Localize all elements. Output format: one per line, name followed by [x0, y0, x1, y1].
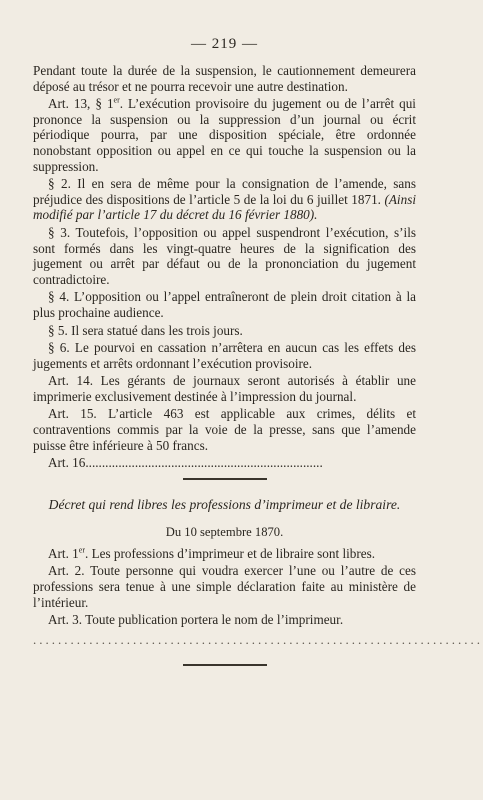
- paragraph-art13-par4: § 4. L’opposition ou l’appel entraîneront de plein droit citation à la plus prochaine audience.: [33, 289, 416, 320]
- art13-text: . L’exécution provisoire du jugement ou de l’arrêt qui prononce la suspension ou la suppression d’un journal ou écrit périodique pourra, par une disposition spéciale, être ordonnée nonobstant opposition ou appel en ce qui touche la suspension ou la suppression.: [33, 96, 416, 174]
- paragraph-art13-par1: [33, 96, 416, 174]
- elision-dots: ........................................................................: [33, 631, 483, 647]
- section-divider: [183, 478, 267, 480]
- page-number: — 219 —: [191, 36, 258, 52]
- decree-art1-superscript: er: [78, 545, 85, 555]
- decree-title: Décret qui rend libres les professions d’imprimeur et de libraire.: [48, 496, 401, 512]
- paragraph-art15: Art. 15. L’article 463 est applicable aux crimes, délits et contraventions commis par la voie de la presse, sans que l’amende puisse être inférieure à 50 francs.: [33, 406, 416, 453]
- paragraph-decree-art1: [33, 546, 416, 562]
- art13-superscript: er: [113, 95, 120, 105]
- art13-par2-note: (Ainsi modifié par l’article 17 du décret du 16 février 1880).: [33, 191, 416, 223]
- decree-art1-text: . Les professions d’imprimeur et de libraire sont libres.: [85, 545, 376, 561]
- paragraph-decree-art2: Art. 2. Toute personne qui voudra exercer l’une ou l’autre de ces professions sera tenue à une simple déclaration faite au ministère de l’intérieur.: [33, 563, 416, 610]
- paragraph-art14: Art. 14. Les gérants de journaux seront autorisés à établir une imprimerie exclusivement destinée à l’impression du journal.: [33, 373, 416, 404]
- paragraph-decree-art3: Art. 3. Toute publication portera le nom de l’imprimeur.: [48, 612, 344, 628]
- paragraph-art13-par3: § 3. Toutefois, l’opposition ou appel suspendront l’exécution, s’ils sont formés dans les vingt-quatre heures de la signification des jugement ou arrêt par défaut ou de la prononciation du jugement contradictoire.: [33, 224, 416, 287]
- paragraph-art16: Art. 16........................................................................: [48, 455, 323, 471]
- paragraph-art13-par2: [33, 176, 416, 223]
- paragraph-art13-par5: § 5. Il sera statué dans les trois jours.: [48, 322, 243, 338]
- paragraph-suspension: Pendant toute la durée de la suspension, le cautionnement demeurera déposé au trésor et ne pourra recevoir une autre destination.: [33, 63, 416, 94]
- paragraph-art13-par6: § 6. Le pourvoi en cassation n’arrêtera en aucun cas les effets des jugements et arrêts ordonnant l’exécution provisoire.: [33, 340, 416, 371]
- art13-lead: Art. 13, § 1: [48, 96, 114, 112]
- decree-art1-lead: Art. 1: [48, 545, 79, 561]
- end-divider: [183, 664, 267, 666]
- art13-par2-text: § 2. Il en sera de même pour la consignation de l’amende, sans préjudice des dispositions de l’article 5 de la loi du 6 juillet 1871.: [33, 176, 416, 207]
- decree-date: Du 10 septembre 1870.: [165, 524, 284, 539]
